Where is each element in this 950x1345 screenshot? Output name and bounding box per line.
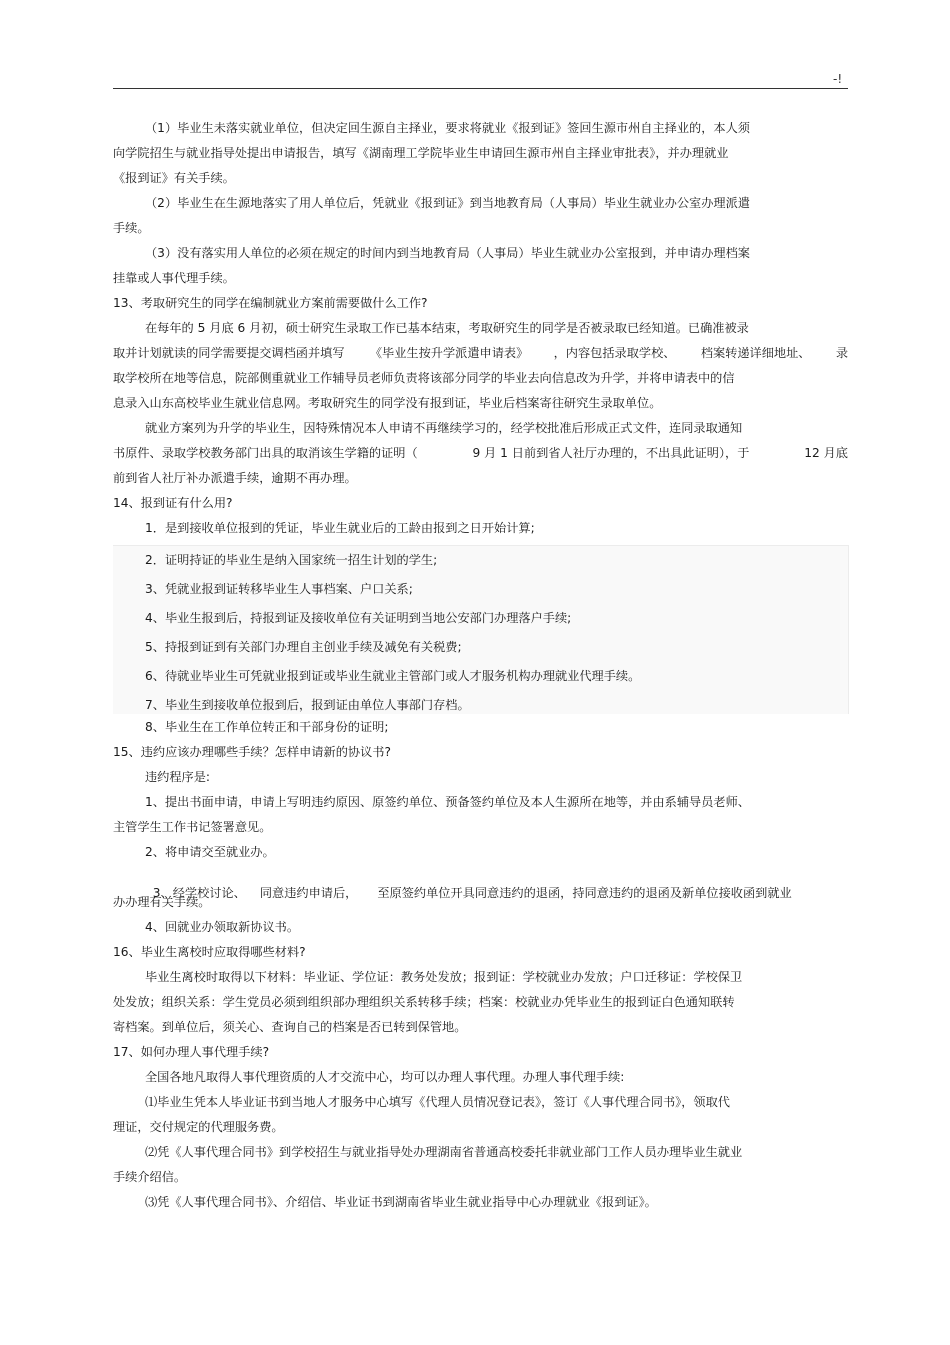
text-line: 2、将申请交至就业办。	[145, 845, 275, 859]
text-line	[113, 345, 848, 361]
text-line: 手续。	[113, 221, 150, 235]
section-heading-14: 14、报到证有什么用?	[113, 496, 233, 510]
text-segment: 同意违约申请后，	[259, 886, 358, 900]
text-line: 取学校所在地等信息，院部侧重就业工作辅导员老师负责将该部分同学的毕业去向信息改为升学，并将申请表中的信	[113, 371, 735, 385]
shaded-list-block	[113, 545, 849, 714]
text-line: 手续介绍信。	[113, 1170, 187, 1184]
text-line: （1）毕业生未落实就业单位，但决定回生源自主择业，要求将就业《报到证》签回生源市州自主择业的，本人须	[145, 121, 750, 135]
text-line	[145, 869, 792, 901]
text-segment: 9 月 1 日前到省人社厅办理的，不出具此证明），于	[472, 446, 750, 460]
list-item: 6、待就业毕业生可凭就业报到证或毕业生就业主管部门或人才服务机构办理就业代理手续。	[145, 669, 641, 683]
text-line: 毕业生离校时取得以下材料：毕业证、学位证：教务处发放；报到证：学校就业办发放；户口迁移证：学校保卫	[145, 970, 743, 984]
list-item: 7、毕业生到接收单位报到后，报到证由单位人事部门存档。	[145, 698, 470, 712]
text-segment: 档案转递详细地址、	[700, 346, 811, 360]
list-item: 8、毕业生在工作单位转正和干部身份的证明;	[145, 720, 389, 734]
text-line: 违约程序是:	[145, 770, 211, 784]
text-segment: 3、经学校讨论、	[152, 886, 246, 900]
text-segment: 《毕业生按升学派遣申请表》	[369, 346, 529, 360]
text-line: ⑴毕业生凭本人毕业证书到当地人才服务中心填写《代理人员情况登记表》，签订《人事代理合同书》，领取代	[145, 1095, 730, 1109]
text-segment: 12 月底	[804, 446, 848, 460]
text-segment: 书原件、录取学校教务部门出具的取消该生学籍的证明（	[113, 446, 418, 460]
text-line: （3）没有落实用人单位的必须在规定的时间内到当地教育局（人事局）毕业生就业办公室报到，并申请办理档案	[145, 246, 750, 260]
text-line: 4、回就业办领取新协议书。	[145, 920, 300, 934]
text-line: 理证，交付规定的代理服务费。	[113, 1120, 284, 1134]
text-line: ⑵凭《人事代理合同书》到学校招生与就业指导处办理湖南省普通高校委托非就业部门工作人员办理毕业生就业	[145, 1145, 743, 1159]
page-header-mark: -!	[833, 72, 843, 86]
section-heading-16: 16、毕业生离校时应取得哪些材料?	[113, 945, 306, 959]
text-line: 《报到证》有关手续。	[113, 171, 235, 185]
text-line: 挂靠或人事代理手续。	[113, 271, 235, 285]
text-line: 息录入山东高校毕业生就业信息网。考取研究生的同学没有报到证，毕业后档案寄往研究生录取单位。	[113, 396, 662, 410]
text-line: （2）毕业生在生源地落实了用人单位后，凭就业《报到证》到当地教育局（人事局）毕业生就业办公室办理派遣	[145, 196, 750, 210]
text-line: 就业方案列为升学的毕业生，因特殊情况本人申请不再继续学习的，经学校批准后形成正式文件，连同录取通知	[145, 421, 743, 435]
text-line: 在每年的 5 月底 6 月初，硕士研究生录取工作已基本结束，考取研究生的同学是否被录取已经知道。已确准被录	[145, 321, 749, 335]
text-line: 寄档案。到单位后，须关心、查询自己的档案是否已转到保管地。	[113, 1020, 467, 1034]
text-line: 处发放；组织关系：学生党员必须到组织部办理组织关系转移手续；档案：校就业办凭毕业生的报到证白色通知联转	[113, 995, 735, 1009]
text-line: 主管学生工作书记签署意见。	[113, 820, 272, 834]
text-segment: 至原签约单位开具同意违约的退函，持同意违约的退函及新单位接收函到就业	[377, 886, 792, 900]
text-segment: 取并计划就读的同学需要提交调档函并填写	[113, 346, 345, 360]
list-item: 5、持报到证到有关部门办理自主创业手续及减免有关税费;	[145, 640, 462, 654]
text-line	[113, 445, 848, 461]
text-line: 1、提出书面申请，申请上写明违约原因、原签约单位、预备签约单位及本人生源所在地等，并由系辅导员老师、	[145, 795, 750, 809]
section-heading-13: 13、考取研究生的同学在编制就业方案前需要做什么工作?	[113, 296, 428, 310]
text-line: 前到省人社厅补办派遣手续，逾期不再办理。	[113, 471, 357, 485]
section-heading-17: 17、如何办理人事代理手续?	[113, 1045, 270, 1059]
text-line: ⑶凭《人事代理合同书》、介绍信、毕业证书到湖南省毕业生就业指导中心办理就业《报到证》。	[145, 1195, 657, 1209]
list-item: 1．是到接收单位报到的凭证，毕业生就业后的工龄由报到之日开始计算;	[145, 521, 535, 535]
list-item: 4、毕业生报到后，持报到证及接收单位有关证明到当地公安部门办理落户手续;	[145, 611, 572, 625]
text-line: 全国各地凡取得人事代理资质的人才交流中心，均可以办理人事代理。办理人事代理手续:	[145, 1070, 625, 1084]
header-rule	[113, 88, 848, 89]
text-line: 办办理有关手续。	[113, 895, 211, 909]
list-item: 2．证明持证的毕业生是纳入国家统一招生计划的学生;	[145, 553, 438, 567]
list-item: 3、凭就业报到证转移毕业生人事档案、户口关系;	[145, 582, 413, 596]
section-heading-15: 15、违约应该办理哪些手续？怎样申请新的协议书?	[113, 745, 391, 759]
text-segment: 录	[835, 346, 848, 360]
text-line: 向学院招生与就业指导处提出申请报告，填写《湖南理工学院毕业生申请回生源市州自主择业审批表》，并办理就业	[113, 146, 729, 160]
text-segment: ，内容包括录取学校、	[553, 346, 676, 360]
